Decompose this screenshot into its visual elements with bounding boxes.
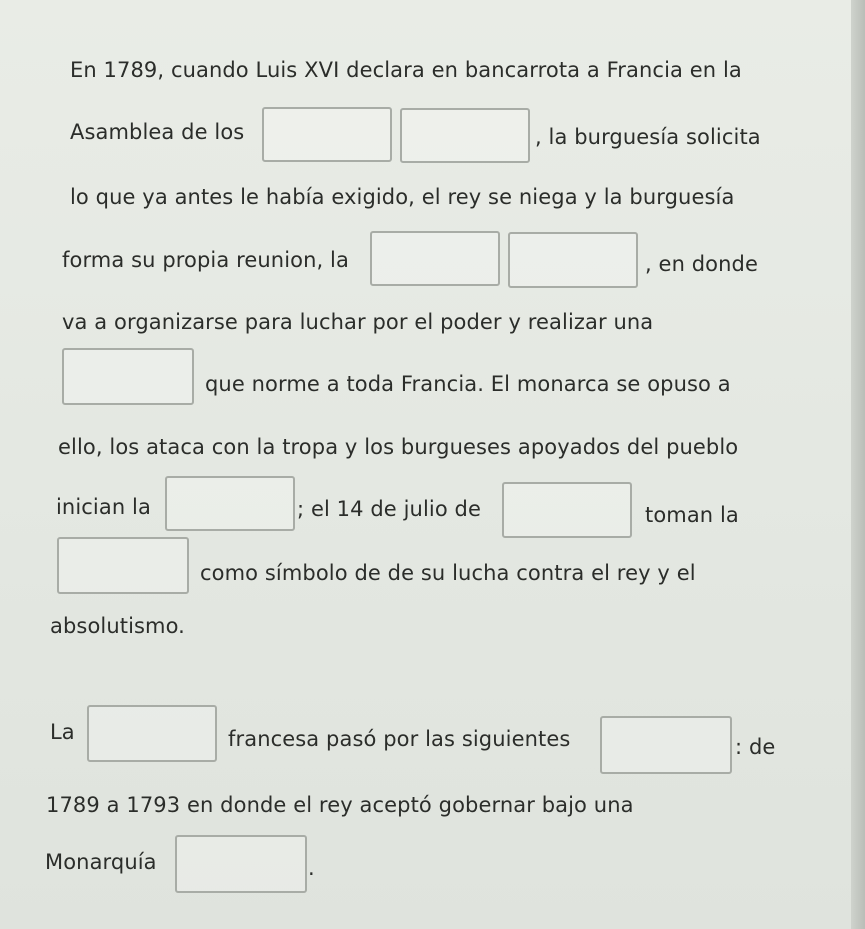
blank-box-1[interactable] (262, 107, 392, 162)
text-line-10: absolutismo. (50, 614, 185, 638)
blank-box-6[interactable] (165, 476, 295, 531)
blank-box-4[interactable] (508, 232, 638, 288)
text-line-8-middle: ; el 14 de julio de (297, 497, 481, 521)
text-line-4-start: forma su propia reunion, la (62, 248, 349, 272)
blank-box-3[interactable] (370, 231, 500, 286)
blank-box-8[interactable] (57, 537, 189, 594)
text-p2-line-2: 1789 a 1793 en donde el rey aceptó gobernar bajo una (46, 793, 634, 817)
text-line-7: ello, los ataca con la tropa y los burgueses apoyados del pueblo (58, 435, 739, 459)
text-p2-line-1-start: La (50, 720, 75, 744)
text-p2-line-3-start: Monarquía (45, 850, 157, 874)
text-line-8-end: toman la (645, 503, 739, 527)
text-line-5: va a organizarse para luchar por el poder y realizar una (62, 310, 654, 334)
text-p2-line-3-end: . (308, 856, 315, 880)
text-line-9-end: como símbolo de de su lucha contra el rey y el (200, 561, 696, 585)
text-line-6-end: que norme a toda Francia. El monarca se opuso a (205, 372, 731, 396)
text-line-3: lo que ya antes le había exigido, el rey se niega y la burguesía (70, 185, 735, 209)
text-line-2-end: , la burguesía solicita (535, 125, 761, 149)
blank-box-2[interactable] (400, 108, 530, 163)
text-line-4-end: , en donde (645, 252, 758, 276)
blank-box-9[interactable] (87, 705, 217, 762)
text-line-1: En 1789, cuando Luis XVI declara en bancarrota a Francia en la (70, 58, 742, 82)
text-line-8-start: inician la (56, 495, 151, 519)
text-p2-line-1-end: : de (735, 735, 776, 759)
text-line-2-start: Asamblea de los (70, 120, 245, 144)
page-edge (851, 0, 865, 929)
blank-box-10[interactable] (600, 716, 732, 774)
blank-box-5[interactable] (62, 348, 194, 405)
text-p2-line-1-middle: francesa pasó por las siguientes (228, 727, 571, 751)
blank-box-7[interactable] (502, 482, 632, 538)
blank-box-11[interactable] (175, 835, 307, 893)
